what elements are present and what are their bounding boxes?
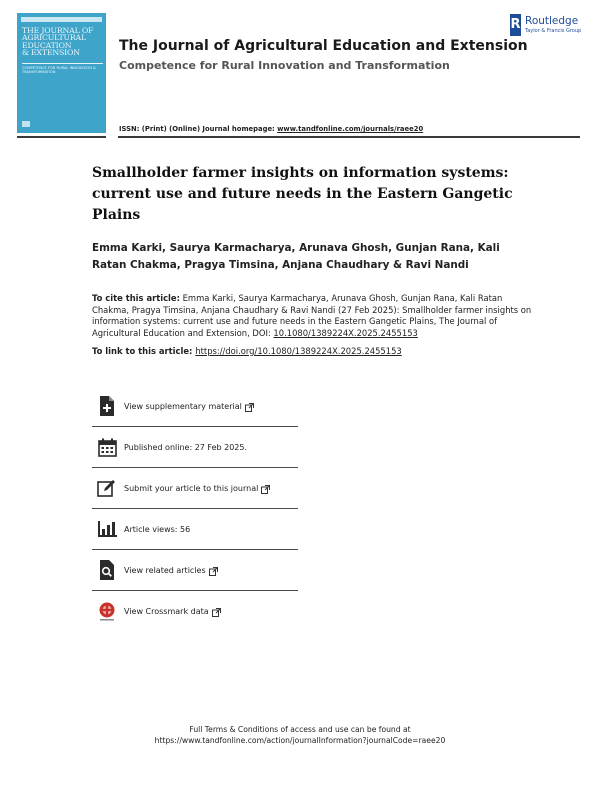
- published-online-row: [92, 427, 298, 468]
- external-link-icon: [212, 602, 221, 621]
- citation-text: Emma Karki, Saurya Karmacharya, Arunava Ghosh, Gunjan Rana, Kali Ratan Chakma, Pragya Timsina, Anjana Chaudhary & Ravi Nandi (27 Feb 2025): Smallholder farmer insights on information systems: current use and future needs in the Eastern Gangetic Plains, The Journal of Agricultural Education and Extension, DOI:: [92, 293, 532, 338]
- journal-subtitle: Competence for Rural Innovation and Transformation: [119, 59, 450, 72]
- footer-terms-link[interactable]: https://www.tandfonline.com/action/journalInformation?journalCode=raee20: [154, 736, 446, 745]
- issn-line: [119, 125, 423, 133]
- article-views-row: [92, 509, 298, 550]
- related-articles-label: View related articles: [124, 565, 206, 575]
- article-doi-url[interactable]: https://doi.org/10.1080/1389224X.2025.2455153: [195, 346, 402, 356]
- crossmark-row[interactable]: [92, 591, 298, 632]
- search-document-icon: [97, 560, 117, 580]
- crossmark-icon: [97, 602, 117, 622]
- document-plus-icon: [97, 396, 117, 416]
- publisher-group: Taylor & Francis Group: [525, 28, 582, 34]
- header-rule: [118, 136, 580, 138]
- cover-divider: [22, 63, 103, 64]
- cover-title-line: & EXTENSION: [22, 48, 80, 58]
- routledge-logo-mark: R: [510, 14, 521, 36]
- published-online-label: Published online: 27 Feb 2025.: [124, 442, 248, 452]
- supplementary-material-label: View supplementary material: [124, 401, 242, 411]
- journal-homepage-link[interactable]: www.tandfonline.com/journals/raee20: [277, 125, 424, 133]
- cover-strip: [21, 17, 102, 22]
- article-authors: Emma Karki, Saurya Karmacharya, Arunava Ghosh, Gunjan Rana, Kali Ratan Chakma, Pragya Timsina, Anjana Chaudhary & Ravi Nandi: [92, 242, 500, 271]
- cover-rule: [17, 136, 106, 138]
- citation-label: To cite this article:: [92, 293, 180, 303]
- journal-title: The Journal of Agricultural Education and Extension: [119, 38, 528, 54]
- article-info-list: [92, 386, 298, 632]
- external-link-icon: [209, 561, 218, 580]
- publisher-name: Routledge: [525, 15, 579, 27]
- external-link-icon: [245, 397, 254, 416]
- crossmark-label: View Crossmark data: [124, 607, 209, 616]
- publisher-logo: [510, 14, 590, 40]
- cover-subtitle: COMPETENCE FOR RURAL INNOVATION & TRANSFORMATION: [22, 66, 96, 75]
- journal-cover: [17, 13, 106, 133]
- external-link-icon: [261, 479, 270, 498]
- article-title: Smallholder farmer insights on information systems: current use and future needs in the Eastern Gangetic Plains: [92, 165, 513, 223]
- calendar-icon: [97, 437, 117, 457]
- article-link-line: [92, 346, 402, 356]
- supplementary-material-row[interactable]: [92, 386, 298, 427]
- cover-title-line: THE JOURNAL OF: [22, 26, 94, 35]
- submit-article-label: Submit your article to this journal: [124, 483, 259, 493]
- link-label: To link to this article:: [92, 346, 196, 356]
- cover-title-line: AGRICULTURAL: [22, 33, 86, 43]
- submit-article-row[interactable]: [92, 468, 298, 509]
- doi-link[interactable]: 10.1080/1389224X.2025.2455153: [273, 327, 418, 338]
- terms-footer: [0, 724, 600, 746]
- cover-publisher-logo: [22, 121, 30, 127]
- citation-block: [92, 293, 532, 339]
- bar-chart-icon: [97, 519, 117, 539]
- cover-title-line: EDUCATION: [22, 40, 72, 50]
- issn-text: ISSN: (Print) (Online) Journal homepage:: [119, 125, 278, 133]
- article-views-label: Article views: 56: [124, 524, 191, 534]
- related-articles-row[interactable]: [92, 550, 298, 591]
- cover-title: [22, 27, 103, 57]
- footer-line-1: Full Terms & Conditions of access and use can be found at: [189, 725, 411, 734]
- edit-icon: [97, 478, 117, 498]
